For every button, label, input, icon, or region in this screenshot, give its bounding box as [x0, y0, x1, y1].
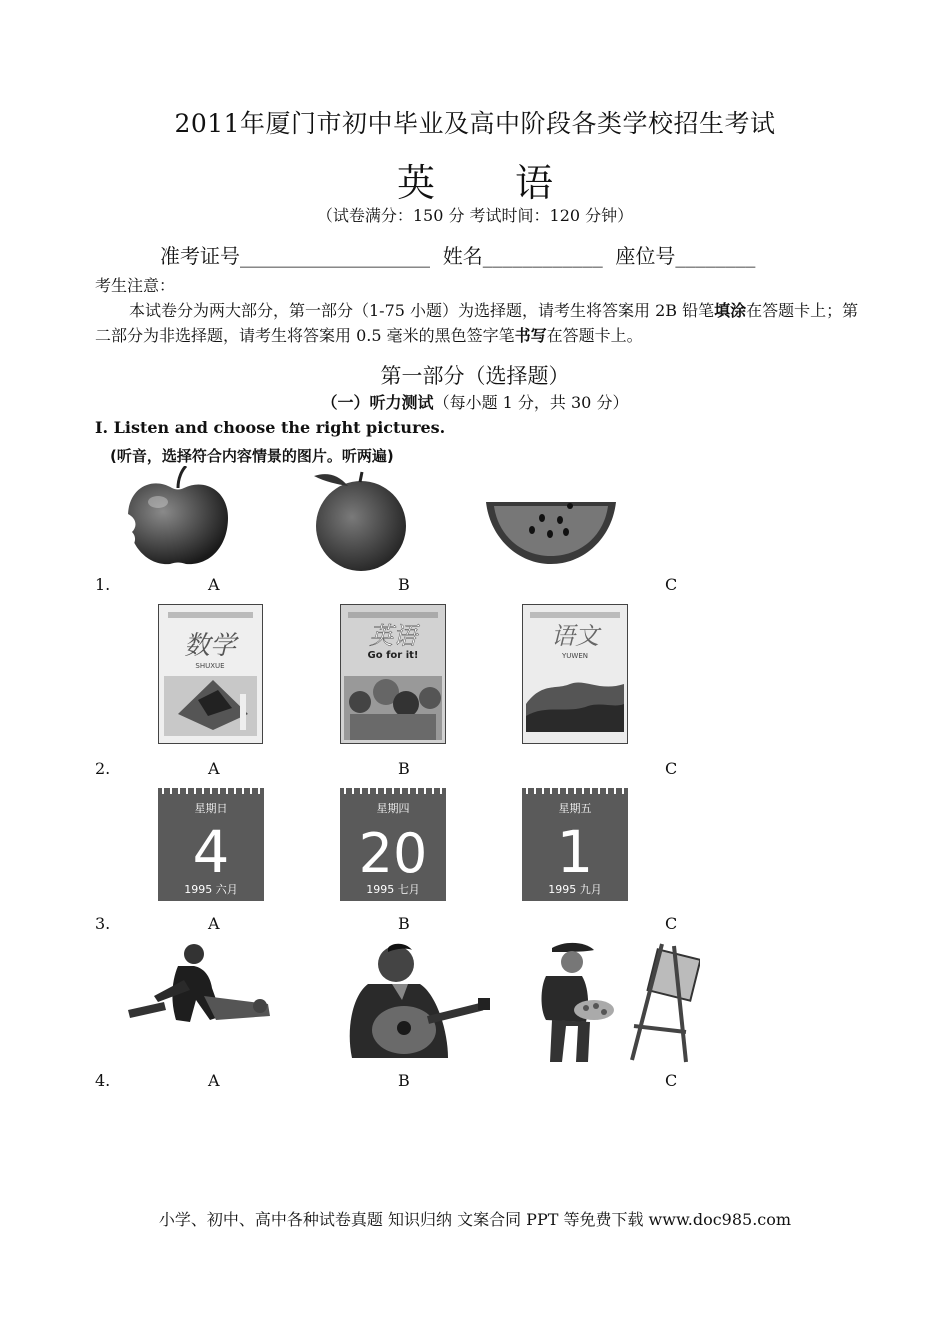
- item-4-option-a: A: [208, 1071, 220, 1090]
- english-book-title: 英语: [369, 622, 417, 650]
- calendar-b-day: 20: [358, 822, 428, 885]
- subject-char-1: 英: [396, 161, 435, 205]
- notice-text-2: 在答题卡上；第二部分为非选择题，请考生将答案用 0.5 毫米的黑色签字笔: [95, 301, 859, 345]
- chinese-textbook-cover: [522, 604, 628, 744]
- calendar-c: [522, 788, 628, 901]
- item-3-option-c: C: [665, 914, 678, 933]
- item-4-option-b: B: [398, 1071, 410, 1090]
- notice-text-3: 在答题卡上。: [546, 326, 643, 345]
- exam-title: 2011年厦门市初中毕业及高中阶段各类学校招生考试: [174, 109, 776, 138]
- section-title-bold: （一）听力测试: [321, 393, 434, 412]
- calendar-b-weekday: 星期四: [376, 802, 410, 815]
- item-2-option-a: A: [208, 759, 220, 778]
- item-4-option-c: C: [665, 1071, 678, 1090]
- question-heading: I. Listen and choose the right pictures.: [95, 418, 446, 437]
- police-officer-picture: [124, 940, 272, 1040]
- english-textbook-cover: [340, 604, 446, 744]
- calendar-b-month: 1995 七月: [366, 883, 420, 896]
- footer-text: 小学、初中、高中各种试卷真题 知识归纳 文案合同 PPT 等免费下载 www.doc985.com: [158, 1210, 792, 1229]
- bitten-apple-picture: [122, 466, 234, 570]
- chinese-book-title: 语文: [551, 622, 599, 650]
- section-title-rest: （每小题 1 分，共 30 分）: [433, 393, 629, 412]
- notice-text: [95, 298, 865, 348]
- calendar-a: [158, 788, 264, 901]
- question-subheading: (听音，选择符合内容情景的图片。听两遍): [110, 447, 394, 465]
- math-textbook-cover: [158, 604, 263, 744]
- exam-info: （试卷满分：150 分 考试时间：120 分钟）: [316, 206, 634, 225]
- item-3-option-b: B: [398, 914, 410, 933]
- section-title: [0, 390, 950, 413]
- chinese-book-sub: YUWEN: [562, 652, 588, 660]
- candidate-fields: 准考证号___________________ 姓名____________ 座位号________: [160, 244, 756, 268]
- math-book-sub: SHUXUE: [195, 662, 225, 670]
- math-book-title: 数学: [183, 631, 237, 661]
- subject-char-2: 语: [515, 161, 554, 205]
- notice-text-1: 本试卷分为两大部分，第一部分（1-75 小题）为选择题，请考生将答案用 2B 铅笔: [129, 301, 715, 320]
- orange-picture: [308, 468, 414, 572]
- item-2-option-b: B: [398, 759, 410, 778]
- calendar-b: [340, 788, 446, 901]
- item-1-number: 1.: [95, 575, 111, 594]
- part-title: 第一部分（选择题）: [380, 364, 570, 388]
- calendar-c-day: 1: [556, 818, 594, 886]
- calendar-a-day: 4: [192, 818, 230, 886]
- item-1-option-c: C: [665, 575, 678, 594]
- item-3-number: 3.: [95, 914, 111, 933]
- notice-heading: 考生注意：: [95, 276, 176, 295]
- item-4-number: 4.: [95, 1071, 111, 1090]
- subject-title: [0, 152, 950, 207]
- notice-bold-2: 书写: [514, 326, 547, 345]
- item-3-option-a: A: [208, 914, 220, 933]
- notice-bold-1: 填涂: [714, 301, 747, 320]
- painter-picture: [536, 940, 700, 1064]
- watermelon-slice-picture: [484, 498, 618, 566]
- item-1-option-b: B: [398, 575, 410, 594]
- item-2-number: 2.: [95, 759, 111, 778]
- item-1-option-a: A: [208, 575, 220, 594]
- english-book-sub: Go for it!: [367, 650, 419, 661]
- guitar-player-picture: [332, 940, 492, 1060]
- item-2-option-c: C: [665, 759, 678, 778]
- calendar-c-month: 1995 九月: [548, 883, 602, 896]
- calendar-c-weekday: 星期五: [558, 802, 592, 815]
- calendar-a-weekday: 星期日: [194, 802, 228, 815]
- calendar-a-month: 1995 六月: [184, 883, 238, 896]
